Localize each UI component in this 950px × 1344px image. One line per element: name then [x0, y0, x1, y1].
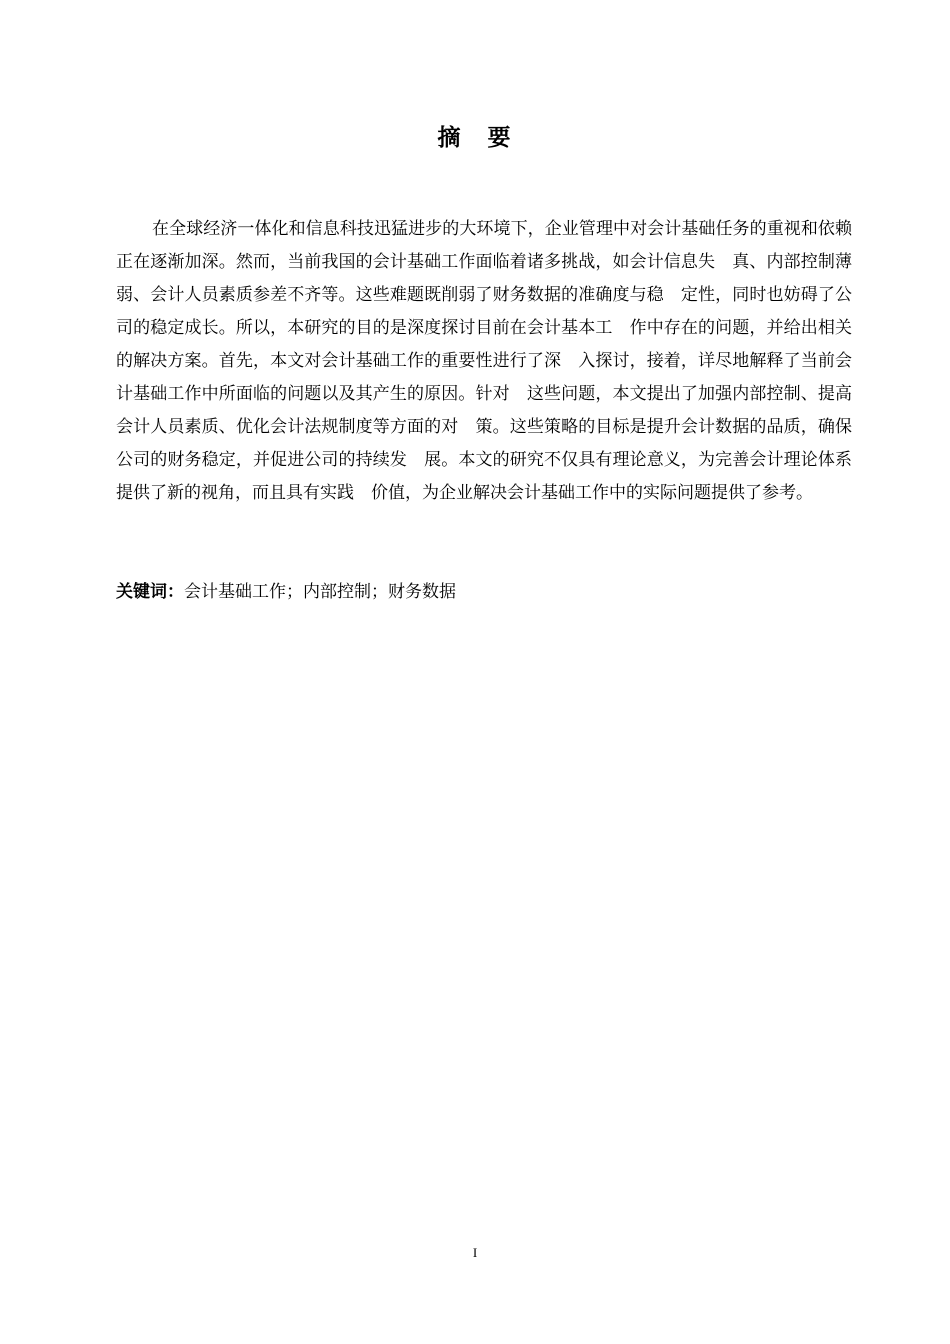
abstract-paragraph: 在全球经济一体化和信息科技迅猛进步的大环境下，企业管理中对会计基础任务的重视和依赖正在逐渐加深。然而，当前我国的会计基础工作面临着诸多挑战，如会计信息失 真、内部控制薄弱、会计人员素质参差不齐等。这些难题既削弱了财务数据的准确度与稳 定性，同时也妨碍了公司的稳定成长。所以，本研究的目的是深度探讨目前在会计基本工 作中存在的问题，并给出相关的解决方案。首先，本文对会计基础工作的重要性进行了深 入探讨，接着，详尽地解释了当前会计基础工作中所面临的问题以及其产生的原因。针对 这些问题，本文提出了加强内部控制、提高会计人员素质、优化会计法规制度等方面的对 策。这些策略的目标是提升会计数据的品质，确保公司的财务稳定，并促进公司的持续发 展。本文的研究不仅具有理论意义，为完善会计理论体系提供了新的视角，而且具有实践 价值，为企业解决会计基础工作中的实际问题提供了参考。: [116, 219, 852, 503]
keywords-label: 关键词：: [116, 582, 184, 602]
page-number: I: [472, 1245, 478, 1260]
page-title: 摘 要: [437, 125, 513, 151]
keywords-value: 会计基础工作；内部控制；财务数据: [184, 582, 456, 602]
keywords-line: [116, 576, 852, 609]
